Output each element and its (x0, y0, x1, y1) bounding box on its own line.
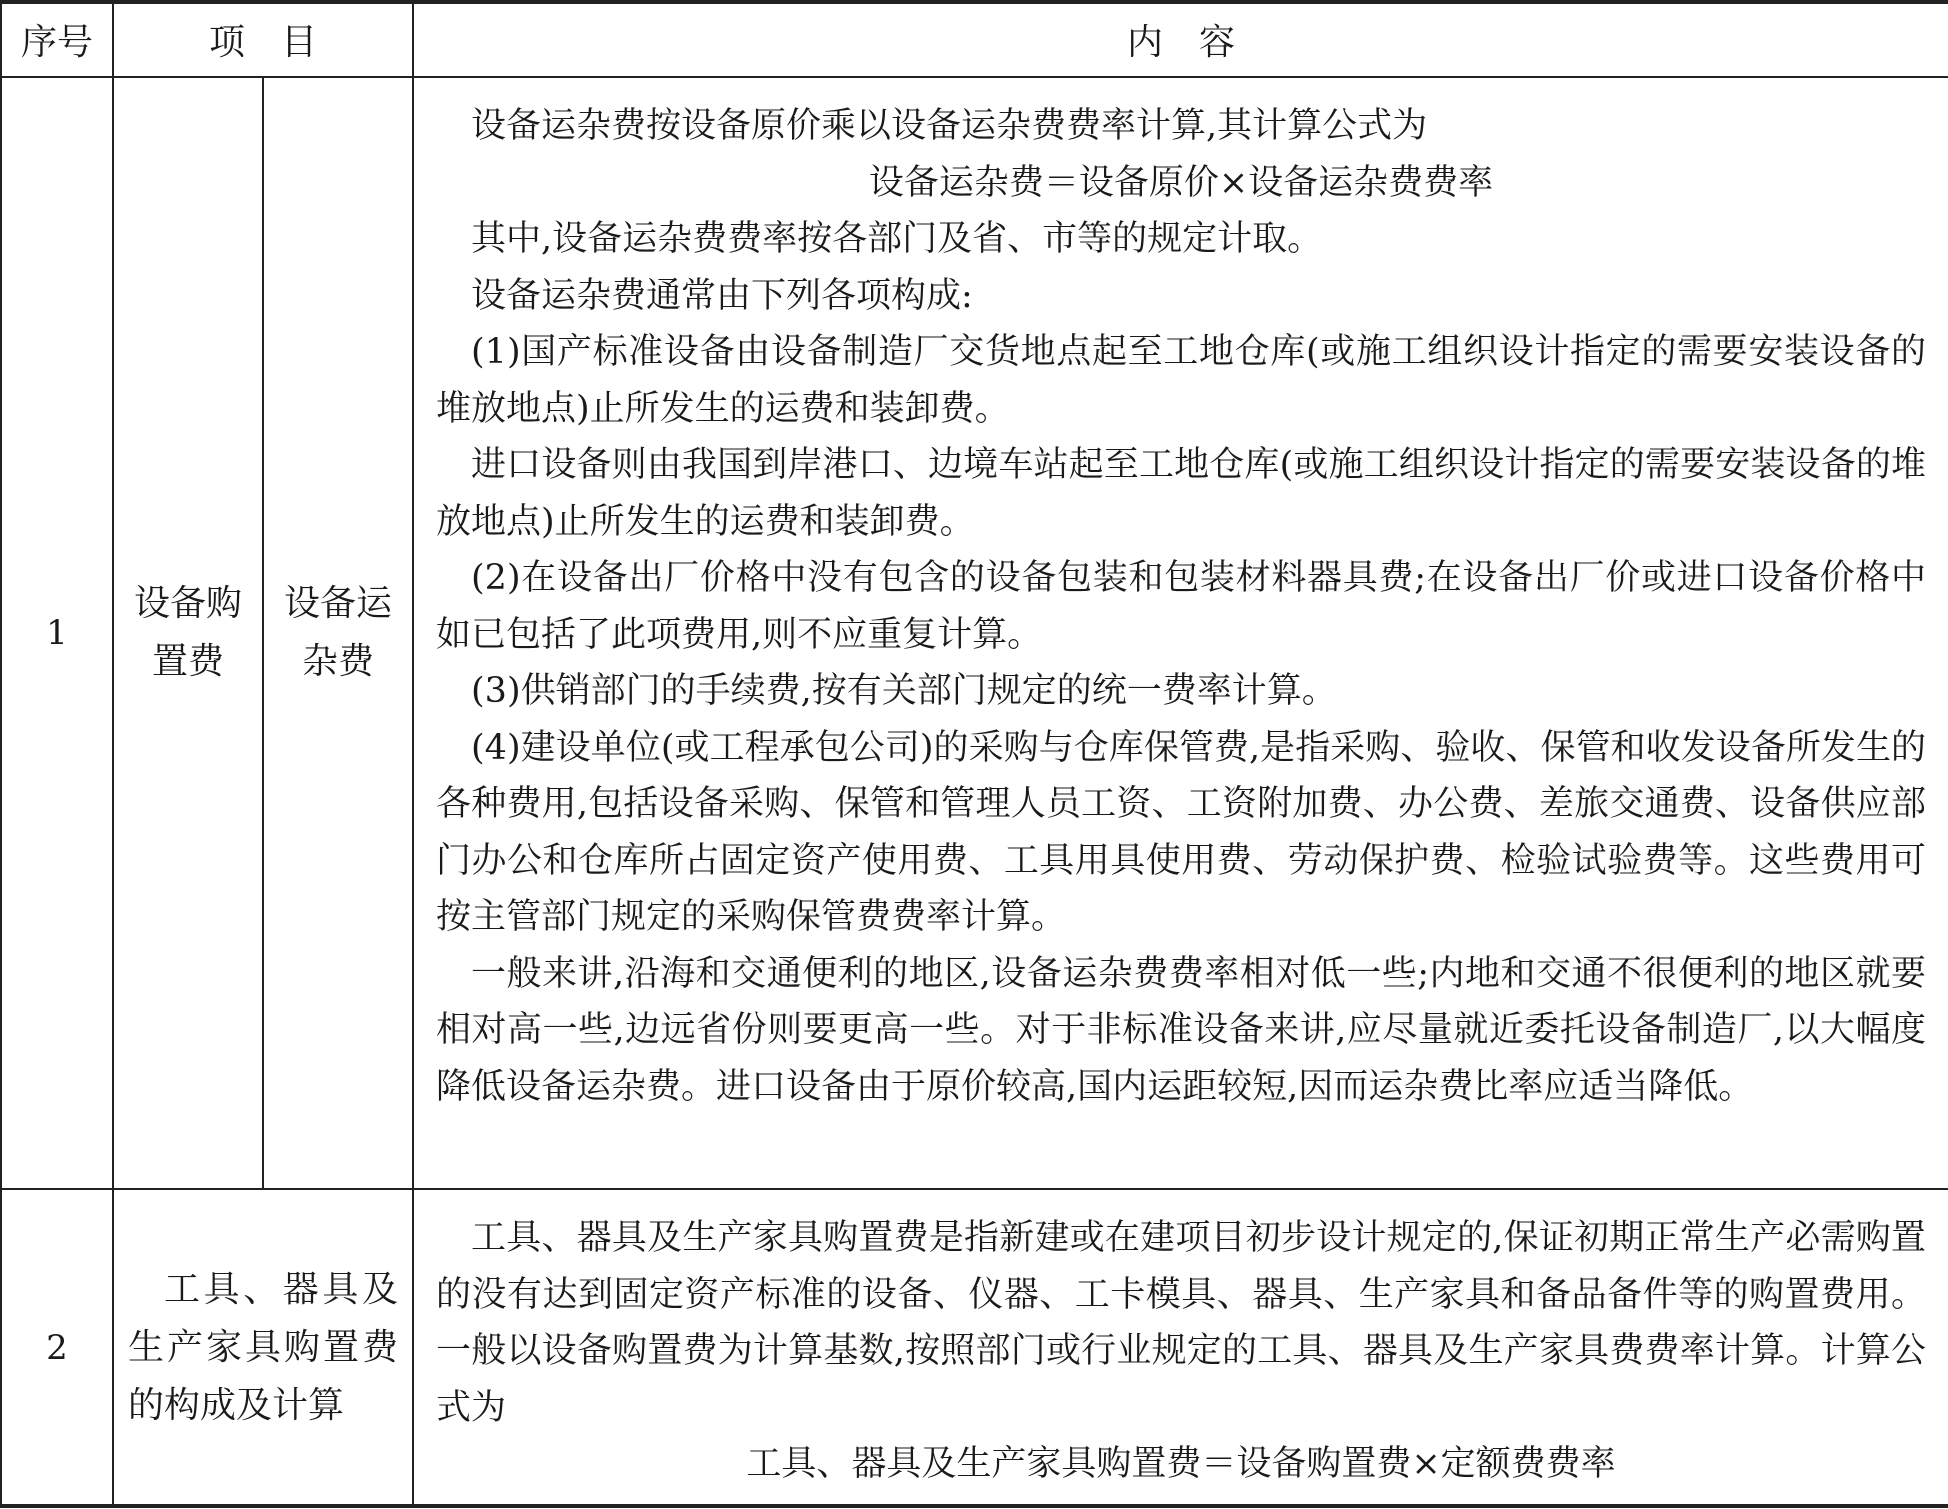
paragraph: 其中,设备运杂费费率按各部门及省、市等的规定计取。 (471, 219, 1323, 259)
table-row (1, 77, 1948, 1189)
paragraph: 一般来讲,沿海和交通便利的地区,设备运杂费费率相对低一些;内地和交通不很便利的地区就要相对高一些,边远省份则要更高一些。对于非标准设备来讲,应尽量就近委托设备制造厂,以大幅度降低设备运杂费。进口设备由于原价较高,国内运距较短,因而运杂费比率应适当降低。 (436, 953, 1927, 1107)
item-label: 设备购置费 (133, 583, 242, 682)
paragraph: 工具、器具及生产家具购置费是指新建或在建项目初步设计规定的,保证初期正常生产必需购置的没有达到固定资产标准的设备、仪器、工卡模具、器具、生产家具和备品备件等的购置费用。一般以设备购置费为计算基数,按照部门或行业规定的工具、器具及生产家具费费率计算。计算公式为 (436, 1218, 1927, 1428)
item-label: 工具、器具及生产家具购置费的构成及计算 (128, 1269, 399, 1426)
table-row (1, 1189, 1948, 1507)
header-row (1, 1, 1948, 77)
subitem-cell (263, 77, 413, 1189)
paragraph: 进口设备则由我国到岸港口、边境车站起至工地仓库(或施工组织设计指定的需要安装设备的堆放地点)止所发生的运费和装卸费。 (436, 445, 1927, 542)
header-content: 内 容 (413, 1, 1948, 77)
paragraph: (2)在设备出厂价格中没有包含的设备包装和包装材料器具费;在设备出厂价或进口设备价格中如已包括了此项费用,则不应重复计算。 (436, 558, 1927, 655)
bottom-rule (0, 1504, 1948, 1508)
row-number: 2 (1, 1189, 113, 1507)
subitem-label: 设备运杂费 (283, 583, 392, 682)
formula: 设备运杂费＝设备原价×设备运杂费费率 (868, 162, 1494, 203)
content-cell (413, 1189, 1948, 1507)
paragraph: 设备运杂费按设备原价乘以设备运杂费费率计算,其计算公式为 (471, 106, 1428, 146)
item-cell (113, 1189, 413, 1507)
item-cell (113, 77, 263, 1189)
paragraph: (1)国产标准设备由设备制造厂交货地点起至工地仓库(或施工组织设计指定的需要安装设备的堆放地点)止所发生的运费和装卸费。 (436, 332, 1927, 429)
row-number: 1 (1, 77, 113, 1189)
paragraph: 设备运杂费通常由下列各项构成: (471, 275, 973, 316)
paragraph: (3)供销部门的手续费,按有关部门规定的统一费率计算。 (471, 671, 1337, 711)
content-cell (413, 77, 1948, 1189)
header-no: 序号 (1, 1, 113, 77)
formula: 工具、器具及生产家具购置费＝设备购置费×定额费费率 (746, 1444, 1616, 1484)
paragraph: (4)建设单位(或工程承包公司)的采购与仓库保管费,是指采购、验收、保管和收发设备所发生的各种费用,包括设备采购、保管和管理人员工资、工资附加费、办公费、差旅交通费、设备供应部门办公和仓库所占固定资产使用费、工具用具使用费、劳动保护费、检验试验费等。这些费用可按主管部门规定的采购保管费费率计算。 (436, 727, 1927, 937)
header-item: 项 目 (113, 1, 413, 77)
